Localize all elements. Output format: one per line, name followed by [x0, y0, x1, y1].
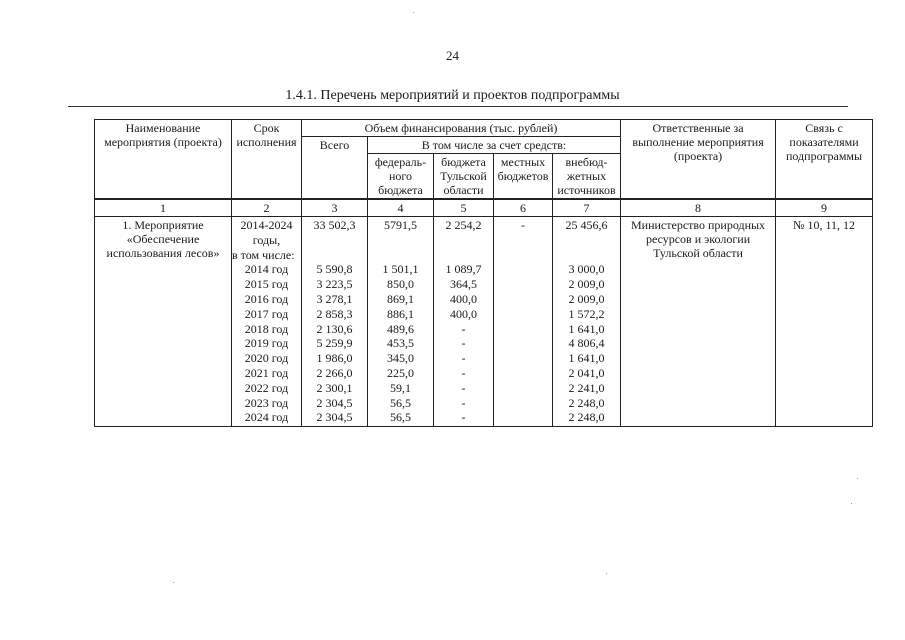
column-number: 5: [434, 199, 494, 217]
federal-entry: 345,0: [387, 351, 414, 366]
regional-entry: 364,5: [450, 277, 477, 292]
section-heading: 1.4.1. Перечень мероприятий и проектов подпрограммы: [285, 88, 620, 103]
column-number: 1: [95, 199, 232, 217]
responsible-cell: [621, 217, 776, 427]
extra-entry: 2 248,0: [568, 395, 605, 410]
federal-entry: 1 501,1: [382, 262, 419, 277]
column-number: 3: [302, 199, 368, 217]
federal-entry: 869,1: [387, 291, 414, 306]
total-sum: 33 502,3: [313, 218, 356, 232]
year-entry: 2020 год: [244, 351, 289, 366]
regional-entry: -: [461, 365, 466, 380]
extra-entry: 2 248,0: [568, 410, 605, 425]
header-local: местных бюджетов: [494, 154, 553, 200]
federal-sum: 5791,5: [384, 218, 417, 232]
extra-entry: 2 009,0: [568, 277, 605, 292]
scan-speck: [173, 582, 174, 583]
activities-table: [94, 119, 873, 427]
year-entry: 2024 год: [244, 410, 289, 425]
column-number: 2: [232, 199, 302, 217]
total-entry: 3 278,1: [316, 291, 353, 306]
total-entry: 2 130,6: [316, 321, 353, 336]
regional-by-year: [436, 262, 491, 425]
year-entry: 2014 год: [244, 262, 289, 277]
extra-entry: 1 641,0: [568, 351, 605, 366]
extra-entry: 2 241,0: [568, 380, 605, 395]
federal-cell: [368, 217, 434, 427]
term-line: годы,: [252, 232, 281, 247]
local-sum: -: [521, 218, 525, 232]
year-list: [232, 262, 301, 425]
header-link: Связь с показателями подпрограммы: [776, 120, 873, 200]
regional-entry: -: [461, 380, 466, 395]
total-entry: 3 223,5: [316, 277, 353, 292]
header-name: Наименование мероприятия (проекта): [95, 120, 232, 200]
year-entry: 2023 год: [244, 395, 289, 410]
term-line: 2014-2024: [240, 218, 293, 232]
regional-entry: -: [461, 321, 466, 336]
year-entry: 2017 год: [244, 306, 289, 321]
total-entry: 1 986,0: [316, 351, 353, 366]
total-by-year: [304, 262, 365, 425]
extra-entry: 4 806,4: [568, 336, 605, 351]
total-entry: 2 266,0: [316, 365, 353, 380]
header-federal: федераль- ного бюджета: [368, 154, 434, 200]
year-entry: 2016 год: [244, 291, 289, 306]
term-line: в том числе:: [232, 247, 295, 262]
year-entry: 2019 год: [244, 336, 289, 351]
header-row-1: [95, 120, 873, 137]
header-funding: Объем финансирования (тыс. рублей): [302, 120, 621, 137]
extra-entry: 3 000,0: [568, 262, 605, 277]
responsible-text: Министерство природных ресурсов и экологии Тульской области: [630, 218, 766, 260]
regional-sum: 2 254,2: [445, 218, 482, 232]
local-cell: [494, 217, 553, 427]
regional-entry: -: [461, 336, 466, 351]
scan-speck: [857, 478, 858, 479]
regional-entry: -: [461, 351, 466, 366]
year-entry: 2015 год: [244, 277, 289, 292]
column-number-row: [95, 199, 873, 217]
header-extra: внебюд- жетных источников: [553, 154, 621, 200]
extra-cell: [553, 217, 621, 427]
regional-entry: -: [461, 395, 466, 410]
year-entry: 2018 год: [244, 321, 289, 336]
scan-speck: [851, 503, 852, 504]
activity-name-cell: [95, 217, 232, 427]
header-total: Всего: [302, 137, 368, 200]
extra-entry: 2 009,0: [568, 291, 605, 306]
federal-entry: 56,5: [390, 395, 411, 410]
header-term: Срок исполнения: [232, 120, 302, 200]
column-number: 6: [494, 199, 553, 217]
total-entry: 2 300,1: [316, 380, 353, 395]
heading-rule: [68, 106, 848, 107]
year-entry: 2021 год: [244, 365, 289, 380]
header-regional: бюджета Тульской области: [434, 154, 494, 200]
total-entry: 2 858,3: [316, 306, 353, 321]
header-responsible: Ответственные за выполнение мероприятия (проекта): [621, 120, 776, 200]
total-entry: 2 304,5: [316, 395, 353, 410]
year-entry: 2022 год: [244, 380, 289, 395]
column-number: 4: [368, 199, 434, 217]
column-number: 9: [776, 199, 873, 217]
link-cell: [776, 217, 873, 427]
page-number: 24: [446, 48, 459, 63]
federal-by-year: [370, 262, 431, 425]
term-cell: [232, 217, 302, 427]
extra-entry: 2 041,0: [568, 365, 605, 380]
total-entry: 5 259,9: [316, 336, 353, 351]
activity-name: 1. Мероприятие «Обеспечение использования лесов»: [106, 218, 220, 260]
regional-entry: 1 089,7: [445, 262, 482, 277]
total-cell: [302, 217, 368, 427]
regional-entry: 400,0: [450, 291, 477, 306]
extra-by-year: [555, 262, 618, 425]
federal-entry: 453,5: [387, 336, 414, 351]
scan-speck: [413, 12, 414, 13]
regional-cell: [434, 217, 494, 427]
federal-entry: 59,1: [390, 380, 411, 395]
scan-speck: [606, 573, 607, 574]
extra-entry: 1 572,2: [568, 306, 605, 321]
federal-entry: 850,0: [387, 277, 414, 292]
header-including: В том числе за счет средств:: [368, 137, 621, 154]
activity-row: [95, 217, 873, 427]
federal-entry: 56,5: [390, 410, 411, 425]
total-entry: 5 590,8: [316, 262, 353, 277]
regional-entry: -: [461, 410, 466, 425]
link-text: № 10, 11, 12: [793, 218, 856, 232]
federal-entry: 225,0: [387, 365, 414, 380]
extra-entry: 1 641,0: [568, 321, 605, 336]
federal-entry: 886,1: [387, 306, 414, 321]
total-entry: 2 304,5: [316, 410, 353, 425]
regional-entry: 400,0: [450, 306, 477, 321]
extra-sum: 25 456,6: [565, 218, 608, 232]
column-number: 8: [621, 199, 776, 217]
column-number: 7: [553, 199, 621, 217]
federal-entry: 489,6: [387, 321, 414, 336]
